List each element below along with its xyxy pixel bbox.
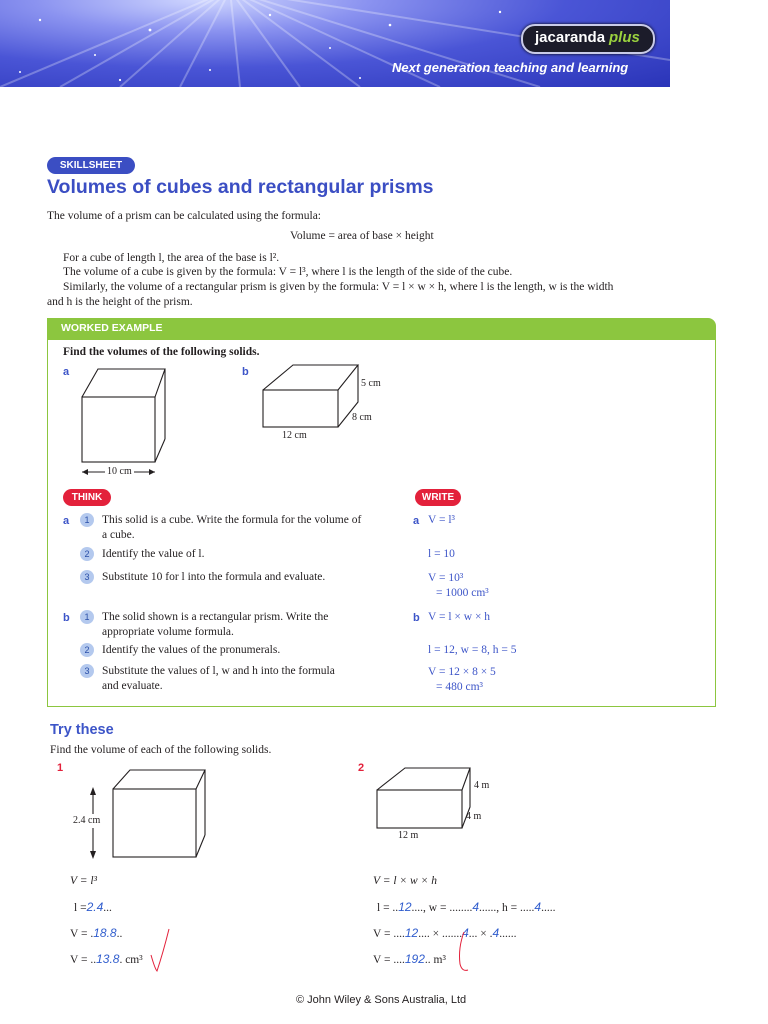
try-these-heading: Try these [50,722,114,738]
write-line: V = l³ [428,514,455,526]
q2-volume-answer[interactable]: 192 [404,952,425,966]
part-a-label: a [63,515,70,527]
page-title: Volumes of cubes and rectangular prisms [47,176,434,198]
cube-diagram-1 [85,765,215,865]
step-text: Substitute 10 for l into the formula and evaluate. [102,571,326,583]
prism-2-length: 12 m [398,830,419,841]
prism-b-height: 5 cm [361,378,381,389]
q2-formula: V = l × w × h [373,875,437,887]
cube-a-dimension: 10 cm [107,466,132,477]
prism-diagram-2 [370,765,480,835]
step-number: 1 [80,513,94,527]
step-number: 3 [80,664,94,678]
tagline: Next generation teaching and learning [392,60,629,75]
write-line: V = 10³ [428,572,464,584]
q2-values-line: l = ..12...., w = ........4......, h = .....4..... [377,900,556,914]
q1-volume-answer[interactable]: 13.8 [96,952,120,966]
write-b-label: b [413,612,420,624]
q2-width-answer[interactable]: 4 [472,900,480,914]
prism-b-width: 8 cm [352,412,372,423]
step-text: This solid is a cube. Write the formula for the volume of [102,514,362,526]
q1-substitution-line: V = .18.8.. [70,926,123,940]
q1-volume-line: V = ..13.8. cm³ [70,952,143,966]
q2-length-answer[interactable]: 12 [398,900,412,914]
intro-line: The volume of a prism can be calculated using the formula: [47,210,321,222]
step-number: 2 [80,643,94,657]
step-text: The solid shown is a rectangular prism. Write the [102,611,329,623]
write-line: = 480 cm³ [436,681,483,693]
step-text: appropriate volume formula. [102,626,234,638]
intro-paragraph: Similarly, the volume of a rectangular prism is given by the formula: V = l × w × h, where l is the length, w is the width [63,281,614,293]
question-1-number: 1 [57,762,64,774]
step-text: Substitute the values of l, w and h into the formula [102,665,335,677]
write-line: V = l × w × h [428,611,491,623]
write-line: l = 10 [428,548,455,560]
step-text: a cube. [102,529,135,541]
figure-b-label: b [242,366,249,378]
write-a-label: a [413,515,420,527]
prism-b-length: 12 cm [282,430,307,441]
header-banner [0,0,670,87]
step-text: and evaluate. [102,680,163,692]
cube-diagram-a [70,362,180,482]
intro-paragraph: For a cube of length l, the area of the base is l². [63,252,280,264]
try-instruction: Find the volume of each of the following solids. [50,744,272,756]
part-b-label: b [63,612,70,624]
q1-length-answer[interactable]: 2.4 [86,900,104,914]
jacaranda-plus-logo: jacaranda plus [521,24,655,54]
write-badge: WRITE [415,489,461,506]
think-badge: THINK [63,489,111,506]
q2-tick-mark [452,928,472,978]
step-text: Identify the values of the pronumerals. [102,644,281,656]
prism-2-height: 4 m [474,780,490,791]
cube-1-dimension: 2.4 cm [73,815,101,826]
step-number: 2 [80,547,94,561]
q2-volume-line: V = ....192.. m³ [373,952,446,966]
q1-formula: V = l³ [70,875,97,887]
skillsheet-badge: SKILLSHEET [47,157,135,174]
q1-length-line: l =2.4... [74,900,112,914]
q2-sub-length[interactable]: 12 [404,926,419,940]
copyright-footer: © John Wiley & Sons Australia, Ltd [296,994,467,1006]
intro-paragraph: The volume of a cube is given by the formula: V = l³, where l is the length of the side of the cube. [63,266,513,278]
worked-question: Find the volumes of the following solids. [63,346,260,358]
intro-paragraph: and h is the height of the prism. [47,296,193,308]
volume-formula: Volume = area of base × height [290,230,434,242]
q2-sub-height[interactable]: 4 [492,926,500,940]
prism-2-width: 4 m [466,811,482,822]
q1-substitution-answer[interactable]: 18.8 [93,926,117,940]
step-text: Identify the value of l. [102,548,205,560]
q1-tick-mark [145,925,175,975]
q2-sub-width[interactable]: 4 [462,926,469,940]
write-line: = 1000 cm³ [436,587,489,599]
step-number: 1 [80,610,94,624]
worked-example-header: WORKED EXAMPLE [47,318,716,340]
question-2-number: 2 [358,762,365,774]
step-number: 3 [80,570,94,584]
q2-substitution-line: V = ....12.... × .......4... × .4...... [373,926,517,940]
write-line: V = 12 × 8 × 5 [428,666,496,678]
q2-height-answer[interactable]: 4 [534,900,542,914]
figure-a-label: a [63,366,70,378]
write-line: l = 12, w = 8, h = 5 [428,644,517,656]
